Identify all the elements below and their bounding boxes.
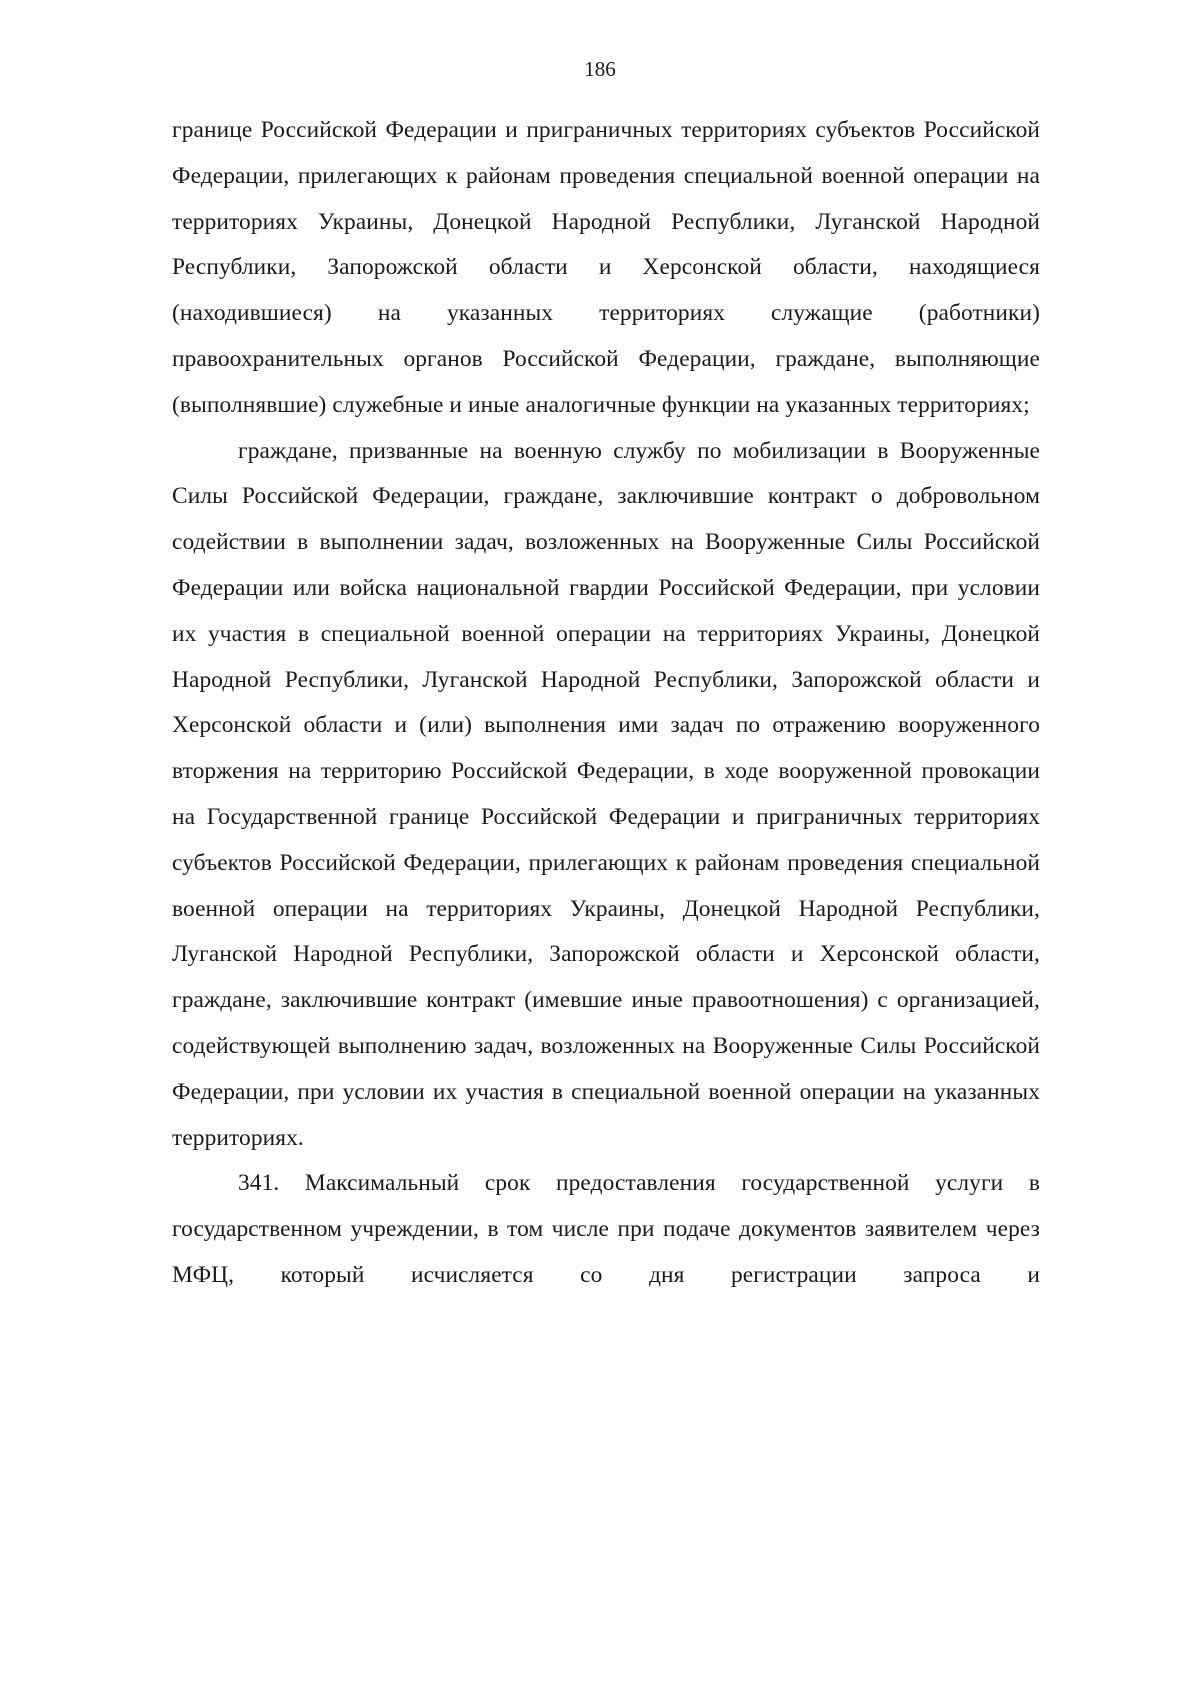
document-body [172, 108, 1040, 1299]
page-number: 186 [584, 57, 616, 81]
paragraph-mobilized-citizens: граждане, призванные на военную службу по мобилизации в Вооруженные Силы Российской Федерации, граждане, заключившие контракт о добровольном содействии в выполнении задач, возложенных на Вооруженные Силы Российской Федерации или войска национальной гвардии Российской Федерации, при условии их участия в специальной военной операции на территориях Украины, Донецкой Народной Республики, Луганской Народной Республики, Запорожской области и Херсонской области и (или) выполнения ими задач по отражению вооруженного вторжения на территорию Российской Федерации, в ходе вооруженной провокации на Государственной границе Российской Федерации и приграничных территориях субъектов Российской Федерации, прилегающих к районам проведения специальной военной операции на территориях Украины, Донецкой Народной Республики, Луганской Народной Республики, Запорожской области и Херсонской области, граждане, заключившие контракт (имевшие иные правоотношения) с организацией, содействующей выполнению задач, возложенных на Вооруженные Силы Российской Федерации, при условии их участия в специальной военной операции на указанных территориях. [172, 437, 1040, 1151]
paragraph-clause-341: 341. Максимальный срок предоставления государственной услуги в государственном учреждении, в том числе при подаче документов заявителем через МФЦ, который исчисляется со дня регистрации запроса и [172, 1170, 1040, 1288]
paragraph-continuation: границе Российской Федерации и приграничных территориях субъектов Российской Федерации, прилегающих к районам проведения специальной военной операции на территориях Украины, Донецкой Народной Республики, Луганской Народной Республики, Запорожской области и Херсонской области, находящиеся (находившиеся) на указанных территориях служащие (работники) правоохранительных органов Российской Федерации, граждане, выполняющие (выполнявшие) служебные и иные аналогичные функции на указанных территориях; [172, 117, 1040, 418]
